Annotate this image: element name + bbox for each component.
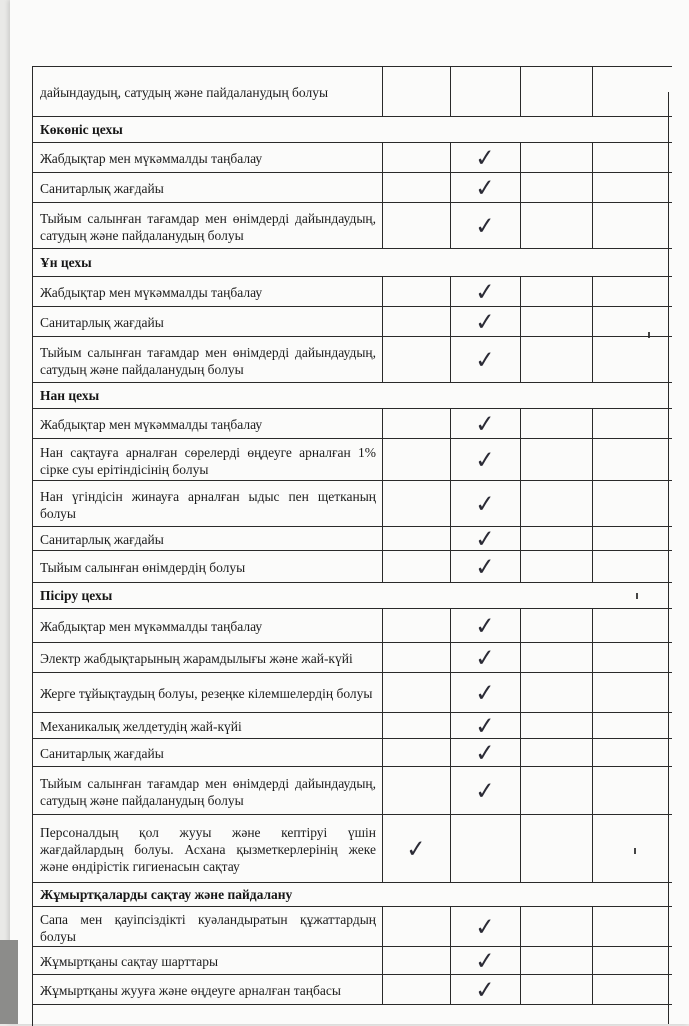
table-row — [32, 974, 672, 1004]
section-header — [32, 582, 672, 608]
grade-cell-1 — [382, 907, 450, 946]
criterion-label: Нан сақтауға арналған сөрелерді өңдеуге арналған 1% сірке суы ерітіндісінің болуы — [40, 444, 376, 477]
section-title — [32, 117, 672, 142]
criterion-label: Электр жабдықтарының жарамдылығы және жай-күйі — [40, 651, 353, 666]
grade-cell-1 — [382, 767, 450, 814]
criterion-text — [32, 767, 382, 814]
criterion-label: Сапа мен қауіпсіздікті куәландыратын құжаттардың болуы — [40, 911, 376, 944]
table-row — [32, 550, 672, 582]
grade-cell-1 — [382, 947, 450, 974]
section-header — [32, 382, 672, 408]
checkmark-icon: ✓ — [474, 143, 497, 173]
checkmark-icon: ✓ — [474, 552, 497, 582]
criterion-label: Жұмыртқаларды сақтау және пайдалану — [40, 886, 293, 902]
table-row — [32, 142, 672, 172]
grade-cell-3 — [520, 439, 592, 480]
criterion-label: Нан үгіндісін жинауға арналған ыдыс пен щетканың болуы — [40, 488, 376, 521]
grade-cell-1 — [382, 277, 450, 306]
grade-cell-3 — [520, 947, 592, 974]
grade-cell-1 — [382, 673, 450, 712]
grade-cell-4 — [592, 643, 672, 672]
section-title — [32, 883, 672, 906]
table-row — [32, 711, 672, 741]
criterion-label: Жабдықтар мен мүкәммалды таңбалау — [40, 417, 263, 432]
grade-cell-4 — [592, 609, 672, 642]
grade-cell-4 — [592, 739, 672, 766]
grade-cell-3 — [520, 173, 592, 202]
table-row — [32, 438, 672, 480]
criterion-text — [32, 143, 382, 172]
grade-cell-4 — [592, 907, 672, 946]
criterion-text — [32, 409, 382, 438]
grade-cell-3 — [520, 481, 592, 526]
criterion-label: Жұмыртқаны сақтау шарттары — [40, 954, 219, 969]
criterion-text — [32, 713, 382, 738]
grade-cell-1 — [382, 975, 450, 1004]
grade-cell-3 — [520, 337, 592, 382]
criterion-text — [32, 439, 382, 480]
grade-cell-1 — [382, 409, 450, 438]
grade-cell-4 — [592, 307, 672, 336]
table-bottom-border — [32, 1004, 672, 1005]
checkmark-icon: ✓ — [474, 409, 497, 439]
grade-cell-3 — [520, 673, 592, 712]
table-row — [32, 642, 672, 672]
criterion-text — [32, 527, 382, 550]
table-row — [32, 738, 672, 766]
table-row — [32, 276, 672, 306]
criterion-label: Механикалық желдетудің жай-күйі — [40, 719, 242, 734]
grade-cell-3 — [520, 409, 592, 438]
checkmark-icon: ✓ — [474, 678, 497, 708]
checkmark-icon: ✓ — [474, 307, 497, 337]
checkmark-icon: ✓ — [474, 489, 497, 519]
criterion-label: Санитарлық жағдайы — [40, 746, 164, 761]
grade-cell-3 — [520, 739, 592, 766]
table-row — [32, 524, 672, 554]
grade-cell-3 — [520, 527, 592, 550]
criterion-text — [32, 551, 382, 582]
checkmark-icon: ✓ — [474, 643, 497, 673]
criterion-text — [32, 67, 382, 116]
grade-cell-1 — [382, 739, 450, 766]
grade-cell-1 — [382, 337, 450, 382]
grade-cell-1 — [382, 173, 450, 202]
grade-cell-4 — [592, 527, 672, 550]
grade-cell-4 — [592, 409, 672, 438]
checkmark-icon: ✓ — [474, 211, 497, 241]
checkmark-icon: ✓ — [474, 711, 497, 741]
checkmark-icon: ✓ — [474, 975, 497, 1005]
checkmark-icon: ✓ — [405, 834, 428, 864]
table-row — [32, 766, 672, 814]
grade-cell-4 — [592, 713, 672, 738]
criterion-text — [32, 173, 382, 202]
checkmark-icon: ✓ — [474, 912, 497, 942]
section-title — [32, 583, 672, 608]
criterion-text — [32, 277, 382, 306]
table-row — [32, 480, 672, 526]
grade-cell-1 — [382, 481, 450, 526]
criterion-text — [32, 337, 382, 382]
criterion-label: Тыйым салынған тағамдар мен өнімдерді дайындаудың, сатудың және пайдаланудың болуы — [40, 210, 376, 243]
criterion-text — [32, 307, 382, 336]
checkmark-icon: ✓ — [474, 776, 497, 806]
criterion-text — [32, 643, 382, 672]
criterion-text — [32, 815, 382, 882]
grade-cell-2 — [450, 67, 520, 116]
table-row — [32, 906, 672, 946]
criterion-label: Жабдықтар мен мүкәммалды таңбалау — [40, 151, 263, 166]
criterion-label: Жұмыртқаны жууға және өңдеуге арналған таңбасы — [40, 983, 341, 998]
grade-cell-3 — [520, 713, 592, 738]
criterion-label: Тыйым салынған тағамдар мен өнімдерді дайындаудың, сатудың және пайдаланудың болуы — [40, 775, 376, 808]
criterion-label: Санитарлық жағдайы — [40, 181, 164, 196]
grade-cell-3 — [520, 203, 592, 248]
grade-cell-1 — [382, 609, 450, 642]
table-row — [32, 66, 672, 116]
table-row — [32, 336, 672, 382]
grade-cell-3 — [520, 609, 592, 642]
grade-cell-4 — [592, 815, 672, 882]
grade-cell-1 — [382, 527, 450, 550]
criterion-text — [32, 947, 382, 974]
section-header — [32, 116, 672, 142]
table-row — [32, 202, 672, 248]
grade-cell-4 — [592, 551, 672, 582]
grade-cell-1 — [382, 143, 450, 172]
section-title — [32, 249, 672, 276]
grade-cell-4 — [592, 439, 672, 480]
criterion-text — [32, 739, 382, 766]
grade-cell-4 — [592, 173, 672, 202]
table-row — [32, 306, 672, 336]
grade-cell-3 — [520, 143, 592, 172]
criterion-text — [32, 975, 382, 1004]
criterion-text — [32, 203, 382, 248]
criterion-text — [32, 673, 382, 712]
grade-cell-3 — [520, 551, 592, 582]
grade-cell-4 — [592, 673, 672, 712]
criterion-label: Санитарлық жағдайы — [40, 532, 164, 547]
table-row — [32, 814, 672, 882]
checkmark-icon: ✓ — [474, 445, 497, 475]
criterion-text — [32, 907, 382, 946]
checkmark-icon: ✓ — [474, 173, 497, 203]
criterion-label: Жерге тұйықтаудың болуы, резеңке кілемшелердің болуы — [40, 686, 373, 701]
grade-cell-3 — [520, 67, 592, 116]
grade-cell-4 — [592, 481, 672, 526]
checkmark-icon: ✓ — [474, 611, 497, 641]
grade-cell-3 — [520, 643, 592, 672]
table-row — [32, 608, 672, 642]
criterion-text — [32, 481, 382, 526]
grade-cell-1 — [382, 551, 450, 582]
criterion-label: Тыйым салынған өнімдердің болуы — [40, 560, 246, 575]
grade-cell-3 — [520, 975, 592, 1004]
grade-cell-1 — [382, 203, 450, 248]
checkmark-icon: ✓ — [474, 277, 497, 307]
grade-cell-4 — [592, 947, 672, 974]
grade-cell-3 — [520, 907, 592, 946]
criterion-label: Жабдықтар мен мүкәммалды таңбалау — [40, 285, 263, 300]
scan-edge — [0, 940, 18, 1024]
grade-cell-2 — [450, 815, 520, 882]
criterion-label: Нан цехы — [40, 387, 100, 403]
criterion-label: Жабдықтар мен мүкәммалды таңбалау — [40, 619, 263, 634]
grade-cell-3 — [520, 767, 592, 814]
section-header — [32, 248, 672, 276]
grade-cell-4 — [592, 767, 672, 814]
grade-cell-3 — [520, 277, 592, 306]
checkmark-icon: ✓ — [474, 738, 497, 768]
checkmark-icon: ✓ — [474, 946, 497, 976]
section-header — [32, 882, 672, 906]
checkmark-icon: ✓ — [474, 524, 497, 554]
checkmark-icon: ✓ — [474, 345, 497, 375]
criterion-label: Көкөніс цехы — [40, 121, 123, 137]
grade-cell-4 — [592, 975, 672, 1004]
criterion-label: Персоналдың қол жууы және кептіруі үшін жағдайлардың болуы. Асхана қызметкерлерінің жеке және өндірістік гигиенасын сақтау — [40, 825, 376, 874]
grade-cell-4 — [592, 143, 672, 172]
grade-cell-3 — [520, 815, 592, 882]
grade-cell-1 — [382, 307, 450, 336]
grade-cell-4 — [592, 67, 672, 116]
criterion-label: дайындаудың, сатудың және пайдаланудың болуы — [40, 85, 329, 100]
table-row — [32, 408, 672, 438]
grade-cell-1 — [382, 643, 450, 672]
grade-cell-4 — [592, 337, 672, 382]
grade-cell-1 — [382, 439, 450, 480]
criterion-label: Ұн цехы — [40, 254, 92, 270]
table-row — [32, 672, 672, 712]
criterion-text — [32, 609, 382, 642]
grade-cell-1 — [382, 67, 450, 116]
grade-cell-3 — [520, 307, 592, 336]
grade-cell-4 — [592, 277, 672, 306]
table-row — [32, 172, 672, 202]
criterion-label: Санитарлық жағдайы — [40, 315, 164, 330]
grade-cell-4 — [592, 203, 672, 248]
table-row — [32, 946, 672, 974]
criterion-label: Тыйым салынған тағамдар мен өнімдерді дайындаудың, сатудың және пайдаланудың болуы — [40, 344, 376, 377]
section-title — [32, 383, 672, 408]
criterion-label: Пісіру цехы — [40, 587, 113, 603]
grade-cell-1 — [382, 713, 450, 738]
